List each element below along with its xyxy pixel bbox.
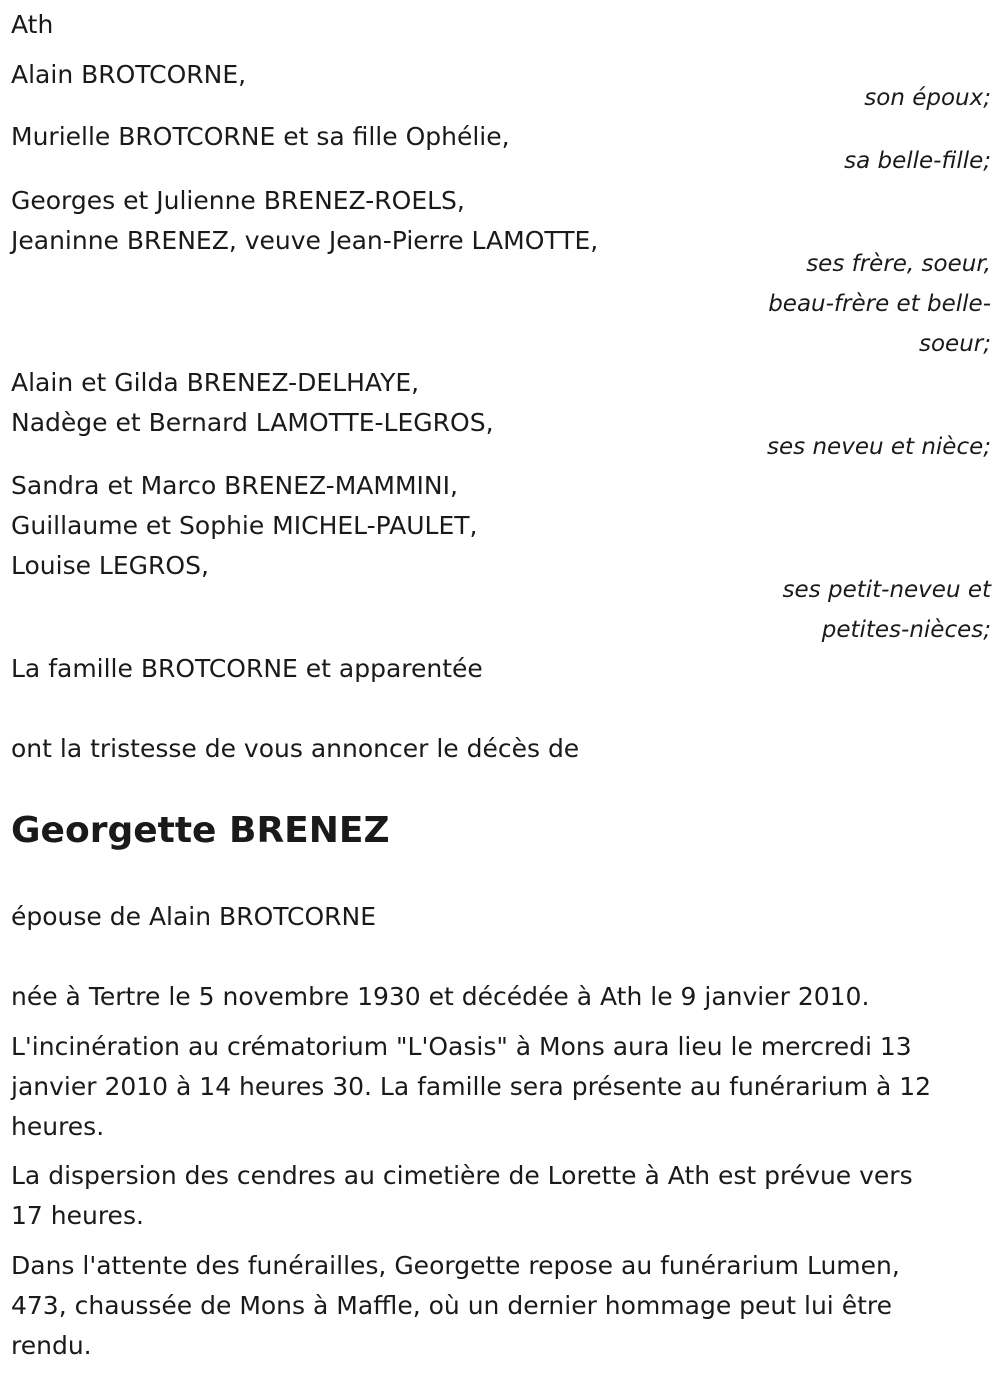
relation-label: ses petit-neveu et: [782, 577, 991, 603]
relation-label: ses frère, soeur,: [806, 251, 991, 277]
family-name-line: Murielle BROTCORNE et sa fille Ophélie,: [11, 122, 510, 151]
dispersion-line: 17 heures.: [11, 1201, 144, 1230]
relation-label: beau-frère et belle-: [768, 291, 991, 317]
birth-death-line: née à Tertre le 5 novembre 1930 et décédée à Ath le 9 janvier 2010.: [11, 982, 870, 1011]
deceased-name: Georgette BRENEZ: [11, 810, 390, 851]
family-name-line: Alain et Gilda BRENEZ-DELHAYE,: [11, 368, 420, 397]
relation-label: sa belle-fille;: [844, 148, 991, 174]
family-name-line: Nadège et Bernard LAMOTTE-LEGROS,: [11, 408, 494, 437]
cremation-line: heures.: [11, 1112, 105, 1141]
visitation-line: Dans l'attente des funérailles, Georgette repose au funérarium Lumen,: [11, 1251, 900, 1280]
spouse-line: épouse de Alain BROTCORNE: [11, 902, 377, 931]
city-label: Ath: [11, 10, 54, 39]
announcement-text: ont la tristesse de vous annoncer le décès de: [11, 734, 580, 763]
family-name-line: Louise LEGROS,: [11, 551, 209, 580]
obituary-notice: [11, 0, 991, 1377]
visitation-line: 473, chaussée de Mons à Maffle, où un dernier hommage peut lui être: [11, 1291, 892, 1320]
family-name-line: Georges et Julienne BRENEZ-ROELS,: [11, 186, 465, 215]
cremation-line: janvier 2010 à 14 heures 30. La famille sera présente au funérarium à 12: [11, 1072, 932, 1101]
family-name-line: Guillaume et Sophie MICHEL-PAULET,: [11, 511, 478, 540]
relation-label: petites-nièces;: [821, 617, 991, 643]
family-name-line: La famille BROTCORNE et apparentée: [11, 654, 483, 683]
relation-label: son époux;: [864, 85, 991, 111]
dispersion-line: La dispersion des cendres au cimetière de Lorette à Ath est prévue vers: [11, 1161, 913, 1190]
cremation-line: L'incinération au crématorium "L'Oasis" à Mons aura lieu le mercredi 13: [11, 1032, 912, 1061]
relation-label: soeur;: [919, 331, 991, 357]
family-name-line: Alain BROTCORNE,: [11, 60, 247, 89]
family-name-line: Jeaninne BRENEZ, veuve Jean-Pierre LAMOTTE,: [11, 226, 599, 255]
family-name-line: Sandra et Marco BRENEZ-MAMMINI,: [11, 471, 458, 500]
visitation-line: rendu.: [11, 1331, 92, 1360]
relation-label: ses neveu et nièce;: [767, 434, 991, 460]
